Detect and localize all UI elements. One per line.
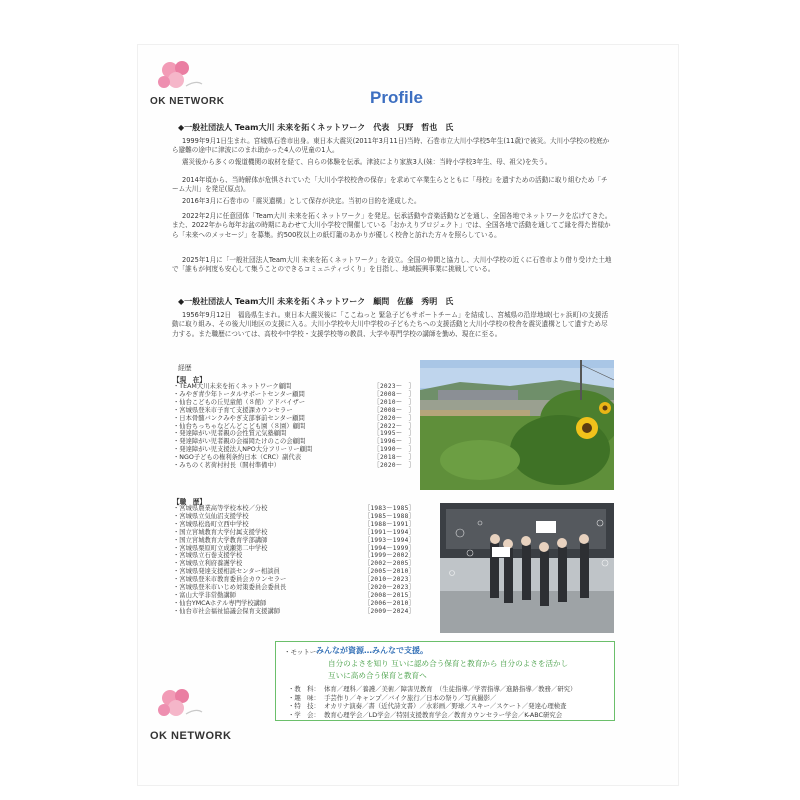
info-row-value: 体育／理科／養護／美術／障害児教育 （生徒指導／学習指導／進路指導／教務／研究） bbox=[324, 685, 577, 693]
past-item-years: ［2008～2015］ bbox=[364, 591, 415, 599]
info-row-key: ・学 会： bbox=[288, 710, 320, 719]
past-item-years: ［2009～2024］ bbox=[364, 607, 415, 615]
past-item-text: ・仙台市社会福祉協議会保育支援講師 bbox=[173, 607, 281, 615]
past-item bbox=[173, 568, 415, 576]
person1-paragraph-4: 2016年3月に石巻市の「震災遺構」として保存が決定。当初の目的を達成した。 bbox=[182, 197, 421, 205]
past-item-years: ［1991～1994］ bbox=[364, 528, 415, 536]
past-item-text: ・宮城県農業高等学校本校／分校 bbox=[173, 505, 268, 512]
person1-paragraph-2: 震災後から多くの報道機関の取材を経て、自らの体験を伝承。津波により家族3人(妹：当時小学校3年生、母、祖父)を失う。 bbox=[182, 158, 552, 166]
current-positions-list bbox=[173, 383, 415, 470]
current-item-years: ［2022～ ］ bbox=[373, 422, 415, 430]
past-item-text: ・宮城県栗原町立成瀬第二中学校 bbox=[173, 544, 268, 552]
past-item bbox=[173, 584, 415, 592]
past-item-text: ・宮城県登米市教育委員会カウンセラー bbox=[173, 576, 287, 584]
flower-logo-icon bbox=[156, 688, 204, 724]
current-item bbox=[173, 446, 415, 454]
bottom-logo bbox=[150, 688, 270, 744]
person1-paragraph-6: 2025年1月に「一般社団法人Team大川 未来を拓くネットワーク」を設立。全国の仲間と協力し、大川小学校の近くに石巻市より借り受けた土地で「誰もが何度も安心して集うことのできるコミュニティづくり」を目指し、地域振興事業に挑戦している。 bbox=[172, 256, 612, 274]
current-item bbox=[173, 415, 415, 423]
past-item bbox=[173, 521, 415, 529]
info-row-value: オカリナ演奏／書（近代詩文書）／水彩画／野球／スキー／スケート／発達心理検査 bbox=[324, 702, 567, 711]
logo-text: OK NETWORK bbox=[150, 730, 232, 742]
current-item-years: ［1996～ ］ bbox=[373, 438, 415, 446]
past-item-years: ［2002～2005］ bbox=[364, 560, 415, 568]
past-item-years: ［2010～2023］ bbox=[364, 576, 415, 584]
current-item bbox=[173, 462, 415, 470]
current-item-years: ［2020～ ］ bbox=[373, 462, 415, 470]
logo-text: OK NETWORK bbox=[150, 96, 225, 107]
person2-paragraph: 1956年9月12日 福島県生まれ。東日本大震災後に「ここねっと 緊急子どもサポートチーム」を結成し、宮城県の沿岸地域(七ヶ浜町)の支援活動に取り組み、その後大川地区の支援に入る。大川小学校や大川中学校の子どもたちへの支援活動と大川小学校の校舎を震災遺構として遺すため尽力する。また職歴については、高校や中学校・支援学校等の教員、大学や専門学校の講師を勤め、現在に至る。 bbox=[172, 311, 609, 338]
sunflower-photo bbox=[420, 360, 614, 490]
past-item bbox=[173, 592, 415, 600]
past-item bbox=[173, 608, 415, 616]
past-item-years: ［2020～2023］ bbox=[364, 584, 415, 592]
person1-paragraph-5: 2022年2月に任意団体「Team大川 未来を拓くネットワーク」を発足。伝承活動や音楽活動などを通し、全国各地でネットワークを広げてきた。また、2022年から毎年お盆の時期にあわせて大川小学校で開催している「おかえりプロジェクト」では、全国各地で活動を通してご縁を得た皆様から「未来へのメッセージ」を募集。約500枚以上の紙灯籠のあかりが優しく校舎と訪れた方々を照らしている。 bbox=[172, 212, 612, 239]
info-row-key: ・特 技： bbox=[288, 702, 320, 711]
past-item bbox=[173, 600, 415, 608]
info-row-key: ・趣 味： bbox=[288, 693, 320, 702]
current-item-text: ・TEAM大川未来を拓くネットワーク顧問 bbox=[173, 383, 292, 390]
current-item-text: ・NGO子どもの権利条約日本（CRC）副代表 bbox=[173, 454, 302, 462]
past-item-text: ・富山大学非常勤講師 bbox=[173, 591, 236, 599]
career-label: 経歴 bbox=[178, 364, 192, 372]
current-item bbox=[173, 399, 415, 407]
past-item-years: ［2005～2010］ bbox=[364, 568, 415, 576]
past-item bbox=[173, 505, 415, 513]
past-item-text: ・宮城県発達支援相談センター相談員 bbox=[173, 568, 280, 576]
current-item-text: ・発達障がい児者親の会福岡たけのこの会顧問 bbox=[173, 438, 306, 446]
current-item bbox=[173, 407, 415, 415]
person2-heading: ◆一般社団法人 Team大川 未来を拓くネットワーク 顧問 佐藤 秀明 氏 bbox=[178, 297, 454, 306]
current-item bbox=[173, 383, 415, 391]
motto-box bbox=[275, 641, 615, 721]
past-item-text: ・国立宮城教育大学付属支援学校 bbox=[173, 528, 268, 536]
current-item-text: ・発達障がい児者親の会性質元気塾顧問 bbox=[173, 430, 287, 438]
past-item-text: ・宮城県立利府養護学校 bbox=[173, 560, 243, 568]
current-item-years: ［2010～ ］ bbox=[373, 398, 415, 406]
past-item-text: ・宮城県立気仙沼支援学校 bbox=[173, 512, 249, 520]
past-section-label: 【職 歴】 bbox=[173, 498, 206, 506]
motto-line-2: 互いに高め合う保育と教育へ bbox=[328, 671, 427, 680]
current-item-years: ［1990～ ］ bbox=[373, 446, 415, 454]
current-section-label: 【現 在】 bbox=[173, 376, 206, 384]
current-item-years: ［1995～ ］ bbox=[373, 430, 415, 438]
current-item bbox=[173, 391, 415, 399]
past-item bbox=[173, 513, 415, 521]
current-item bbox=[173, 454, 415, 462]
flower-logo-icon bbox=[156, 60, 204, 96]
past-item-years: ［1999～2002］ bbox=[364, 552, 415, 560]
past-item bbox=[173, 576, 415, 584]
current-item-years: ［2023～ ］ bbox=[373, 383, 415, 390]
past-item-years: ［1993～1994］ bbox=[364, 536, 415, 544]
person1-heading: ◆一般社団法人 Team大川 未来を拓くネットワーク 代表 只野 哲也 氏 bbox=[178, 123, 454, 132]
current-item-years: ［2018～ ］ bbox=[373, 454, 415, 462]
current-item-text: ・みやぎ青少年トータルサポートセンター顧問 bbox=[173, 390, 305, 398]
person1-paragraph-1: 1999年9月1日生まれ。宮城県石巻市出身。東日本大震災(2011年3月11日)当時、石巻市立大川小学校5年生(11歳)で被災。大川小学校の校庭から避難の途中に津波にのまれ助かった4人の児童の1人。 bbox=[172, 137, 610, 155]
past-item-years: ［1994～1999］ bbox=[364, 544, 415, 552]
current-item-years: ［2020～ ］ bbox=[373, 414, 415, 422]
group-photo bbox=[440, 503, 614, 633]
info-row-value: 教育心理学会／LD学会／特別支援教育学会／教育カウンセラー学会／K-ABC研究会 bbox=[324, 710, 563, 719]
past-item-years: ［1988～1991］ bbox=[364, 520, 415, 528]
current-item-text: ・日本骨髄バンクみやぎ支部事前センター顧問 bbox=[173, 414, 305, 422]
motto-text: みんなが資源…みんなで支援。 bbox=[316, 646, 428, 655]
past-item-years: ［1983～1985］ bbox=[364, 505, 415, 512]
past-item bbox=[173, 537, 415, 545]
past-item bbox=[173, 529, 415, 537]
past-item-years: ［1985～1988］ bbox=[364, 512, 415, 520]
current-item-text: ・仙台ちっちゃなどんどこども園（８園）顧問 bbox=[173, 422, 306, 430]
info-row-key: ・教 科： bbox=[288, 685, 320, 693]
past-item-text: ・宮城県立石巻支援学校 bbox=[173, 552, 243, 560]
past-item-text: ・宮城県登米市いじめ対策委員会委員長 bbox=[173, 584, 287, 592]
motto-line-1: 自分のよさを知り 互いに認め合う保育と教育から 自分のよさを活かし bbox=[328, 659, 569, 668]
motto-label: ・モットー： bbox=[284, 648, 323, 656]
current-item-text: ・みちのく茗荷村村長（開村準備中） bbox=[173, 462, 281, 470]
current-item-text: ・宮城県登米市子育て支援課カウンセラー bbox=[173, 406, 293, 414]
page-title: Profile bbox=[370, 88, 423, 107]
top-logo bbox=[150, 60, 260, 110]
info-row-value: 手芸作り／キャンプ／バイク旅行／日本の祭り／写真撮影／ bbox=[324, 693, 497, 702]
info-row bbox=[288, 710, 608, 719]
past-item-text: ・国立宮城教育大学教育学部講師 bbox=[173, 536, 268, 544]
current-item-text: ・仙台こどもの丘児童館（８館）アドバイザー bbox=[173, 398, 306, 406]
current-item-text: ・発達障がい児支援法人NPO大分フリーリー顧問 bbox=[173, 446, 313, 454]
past-item-years: ［2006～2010］ bbox=[364, 599, 415, 607]
current-item-years: ［2008～ ］ bbox=[373, 390, 415, 398]
past-positions-list bbox=[173, 505, 415, 616]
person1-paragraph-3: 2014年頃から、当時解体が危惧されていた「大川小学校校舎の保存」を求めて卒業生らとともに「母校」を遺すための活動に取り組むため「チーム大川」を発足(原点)。 bbox=[172, 176, 608, 194]
past-item-text: ・仙台YMCAホテル専門学校講師 bbox=[173, 599, 267, 607]
current-item-years: ［2008～ ］ bbox=[373, 406, 415, 414]
past-item-text: ・宮城県松島町立西中学校 bbox=[173, 520, 249, 528]
